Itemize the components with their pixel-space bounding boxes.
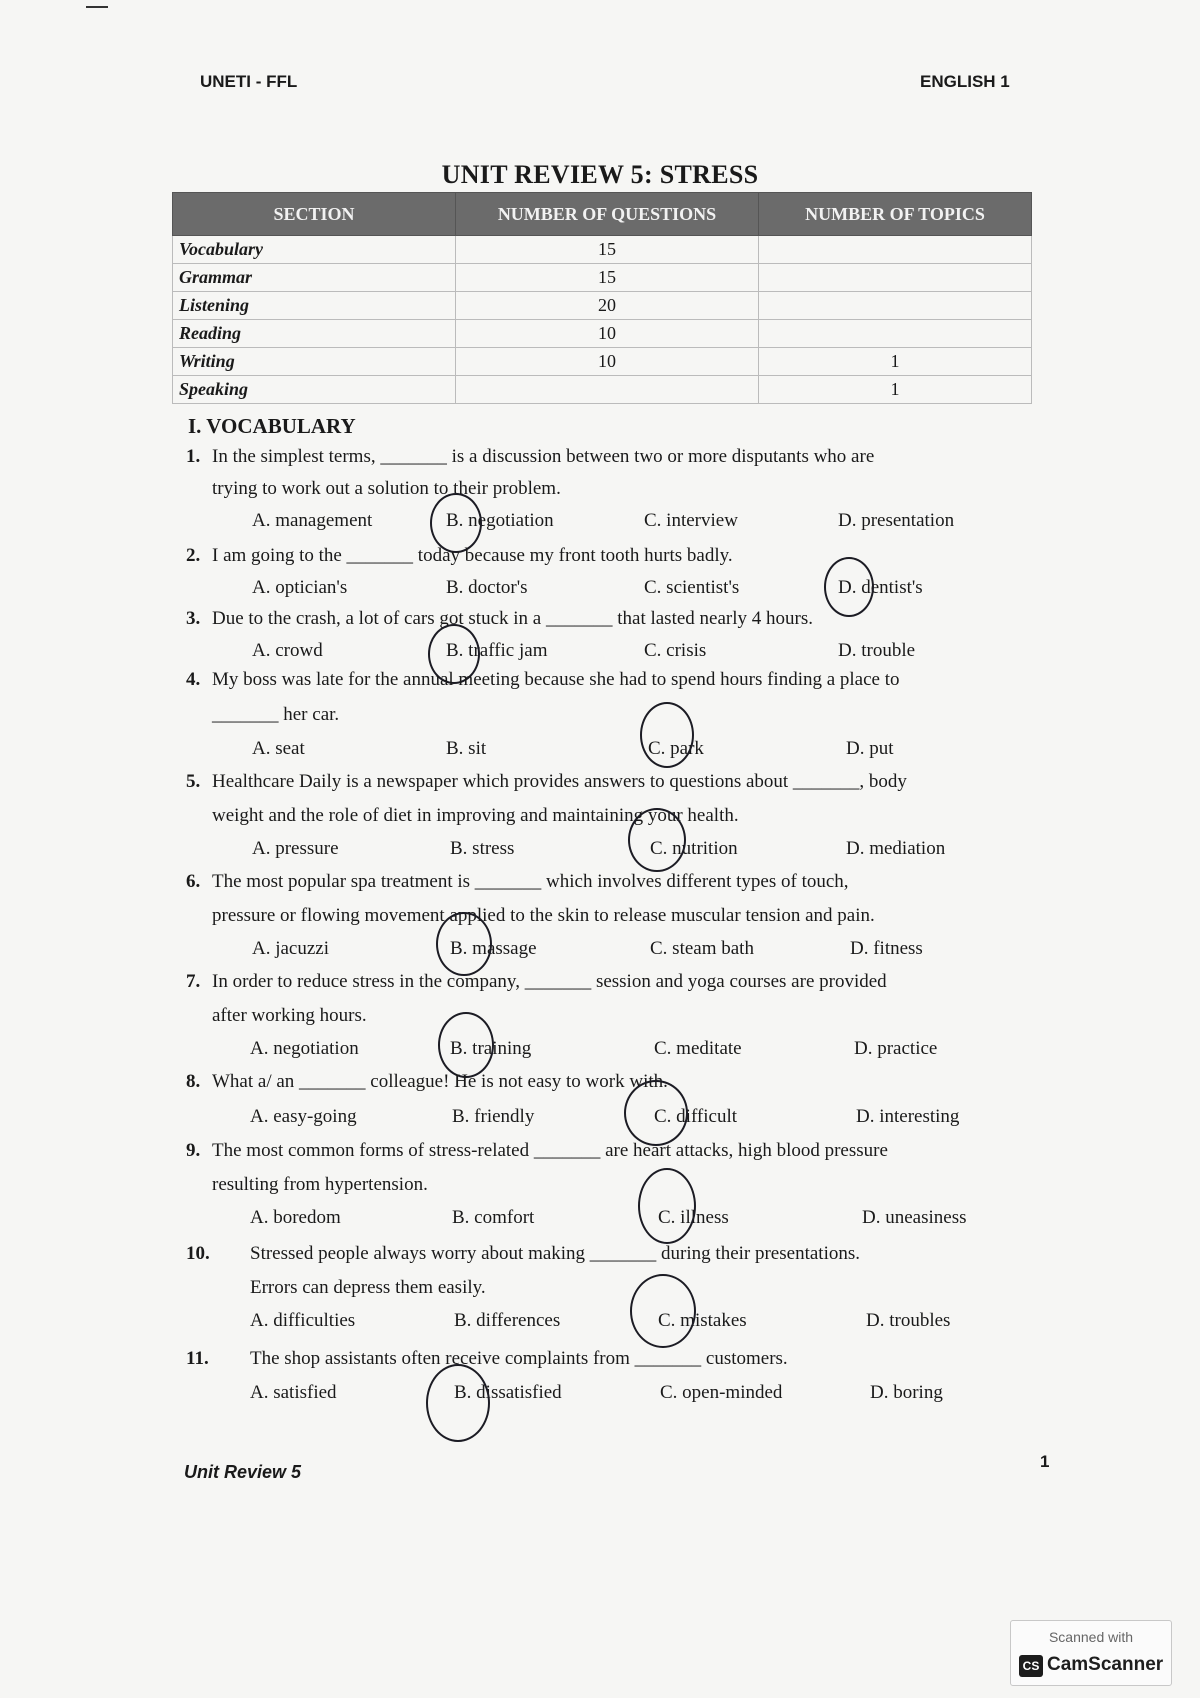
option-b[interactable]: B. traffic jam [446, 640, 548, 661]
table-row [173, 264, 1032, 292]
question-line: Errors can depress them easily. [250, 1277, 486, 1298]
section-cell: Reading [173, 320, 456, 348]
page-number: 1 [1040, 1452, 1050, 1471]
questions-cell: 15 [456, 236, 759, 264]
option-a[interactable]: A. pressure [252, 838, 339, 859]
section-cell: Listening [173, 292, 456, 320]
option-c[interactable]: C. nutrition [650, 838, 738, 859]
questions-cell: 15 [456, 264, 759, 292]
header-institution: UNETI - FFL [200, 72, 298, 91]
topics-cell: 1 [759, 348, 1032, 376]
questions-cell [456, 376, 759, 404]
option-a[interactable]: A. boredom [250, 1207, 341, 1228]
option-a[interactable]: A. satisfied [250, 1382, 337, 1403]
table-header-cell: NUMBER OF TOPICS [759, 193, 1032, 236]
option-c[interactable]: C. steam bath [650, 938, 754, 959]
question-number: 7. [186, 971, 201, 992]
question-line: Due to the crash, a lot of cars got stuck in a _______ that lasted nearly 4 hours. [212, 608, 813, 629]
question-line: What a/ an _______ colleague! He is not easy to work with. [212, 1071, 668, 1092]
table-header-row [173, 193, 1032, 236]
question-number: 10. [186, 1243, 210, 1264]
section-cell: Vocabulary [173, 236, 456, 264]
option-c[interactable]: C. mistakes [658, 1310, 747, 1331]
option-b[interactable]: B. massage [450, 938, 537, 959]
option-c[interactable]: C. crisis [644, 640, 707, 661]
option-b[interactable]: B. doctor's [446, 577, 528, 598]
section-cell: Speaking [173, 376, 456, 404]
question-number: 5. [186, 771, 201, 792]
section-summary-table [172, 192, 1032, 404]
option-a[interactable]: A. crowd [252, 640, 323, 661]
option-d[interactable]: D. presentation [838, 510, 955, 531]
question-line: after working hours. [212, 1005, 367, 1026]
questions-cell: 10 [456, 348, 759, 376]
option-b[interactable]: B. negotiation [446, 510, 554, 531]
section-cell: Writing [173, 348, 456, 376]
camscanner-badge [1010, 1620, 1172, 1686]
page-title: UNIT REVIEW 5: STRESS [441, 160, 759, 189]
scan-mark [86, 6, 108, 8]
topics-cell: 1 [759, 376, 1032, 404]
header-course: ENGLISH 1 [920, 72, 1010, 91]
option-d[interactable]: D. trouble [838, 640, 916, 661]
question-number: 8. [186, 1071, 201, 1092]
option-c[interactable]: C. park [648, 738, 704, 759]
option-d[interactable]: D. interesting [856, 1106, 960, 1127]
question-number: 11. [186, 1348, 209, 1369]
option-d[interactable]: D. boring [870, 1382, 943, 1403]
option-b[interactable]: B. comfort [452, 1207, 535, 1228]
question-line: weight and the role of diet in improving and maintaining your health. [212, 805, 739, 826]
question-number: 6. [186, 871, 201, 892]
option-c[interactable]: C. difficult [654, 1106, 738, 1127]
option-a[interactable]: A. difficulties [250, 1310, 356, 1331]
question-line: I am going to the _______ today because my front tooth hurts badly. [212, 545, 733, 566]
option-c[interactable]: C. open-minded [660, 1382, 783, 1403]
option-d[interactable]: D. uneasiness [862, 1207, 967, 1228]
option-b[interactable]: B. friendly [452, 1106, 535, 1127]
badge-caption: Scanned with [1048, 1629, 1134, 1645]
question-number: 1. [186, 446, 201, 467]
option-b[interactable]: B. differences [454, 1310, 561, 1331]
topics-cell [759, 236, 1032, 264]
table-header-cell: NUMBER OF QUESTIONS [456, 193, 759, 236]
question-number: 9. [186, 1140, 201, 1161]
table-row [173, 292, 1032, 320]
option-d[interactable]: D. fitness [850, 938, 923, 959]
questions-cell: 10 [456, 320, 759, 348]
question-number: 4. [186, 669, 201, 690]
question-line: The most popular spa treatment is _______ which involves different types of touch, [212, 871, 849, 892]
option-d[interactable]: D. put [846, 738, 894, 759]
questions-cell: 20 [456, 292, 759, 320]
question-line: In order to reduce stress in the company, _______ session and yoga courses are provided [212, 971, 887, 992]
question-line: _______ her car. [212, 704, 340, 725]
option-a[interactable]: A. easy-going [250, 1106, 357, 1127]
topics-cell [759, 320, 1032, 348]
option-a[interactable]: A. management [252, 510, 373, 531]
question-line: Stressed people always worry about making _______ during their presentations. [250, 1243, 860, 1264]
question-line: Healthcare Daily is a newspaper which provides answers to questions about _______, body [212, 771, 907, 792]
option-d[interactable]: D. practice [854, 1038, 938, 1059]
option-d[interactable]: D. troubles [866, 1310, 951, 1331]
table-row [173, 376, 1032, 404]
option-c[interactable]: C. illness [658, 1207, 729, 1228]
question-line: The most common forms of stress-related _______ are heart attacks, high blood pressure [212, 1140, 888, 1161]
question-number: 3. [186, 608, 201, 629]
option-a[interactable]: A. seat [252, 738, 305, 759]
question-line: The shop assistants often receive complaints from _______ customers. [250, 1348, 788, 1369]
option-d[interactable]: D. mediation [846, 838, 946, 859]
option-b[interactable]: B. sit [446, 738, 487, 759]
option-b[interactable]: B. stress [450, 838, 515, 859]
badge-brand: CamScanner [1047, 1654, 1164, 1675]
topics-cell [759, 292, 1032, 320]
question-line: trying to work out a solution to their problem. [212, 478, 561, 499]
question-line: In the simplest terms, _______ is a discussion between two or more disputants who are [212, 446, 875, 467]
table-row [173, 236, 1032, 264]
topics-cell [759, 264, 1032, 292]
option-d[interactable]: D. dentist's [838, 577, 923, 598]
table-row [173, 320, 1032, 348]
section-heading-vocabulary: I. VOCABULARY [188, 414, 356, 438]
option-a[interactable]: A. optician's [252, 577, 348, 598]
option-a[interactable]: A. jacuzzi [252, 938, 330, 959]
table-header-cell: SECTION [173, 193, 456, 236]
option-c[interactable]: C. scientist's [644, 577, 740, 598]
question-line: resulting from hypertension. [212, 1174, 428, 1195]
footer-unit-label: Unit Review 5 [184, 1462, 302, 1482]
question-line: pressure or flowing movement applied to the skin to release muscular tension and pain. [212, 905, 875, 926]
option-a[interactable]: A. negotiation [250, 1038, 359, 1059]
question-number: 2. [186, 545, 201, 566]
option-b[interactable]: B. dissatisfied [454, 1382, 562, 1403]
option-c[interactable]: C. interview [644, 510, 738, 531]
option-c[interactable]: C. meditate [654, 1038, 742, 1059]
section-cell: Grammar [173, 264, 456, 292]
option-b[interactable]: B. training [450, 1038, 532, 1059]
table-row [173, 348, 1032, 376]
camscanner-logo-icon: CS [1019, 1655, 1043, 1677]
question-line: My boss was late for the annual meeting because she had to spend hours finding a place to [212, 669, 900, 690]
